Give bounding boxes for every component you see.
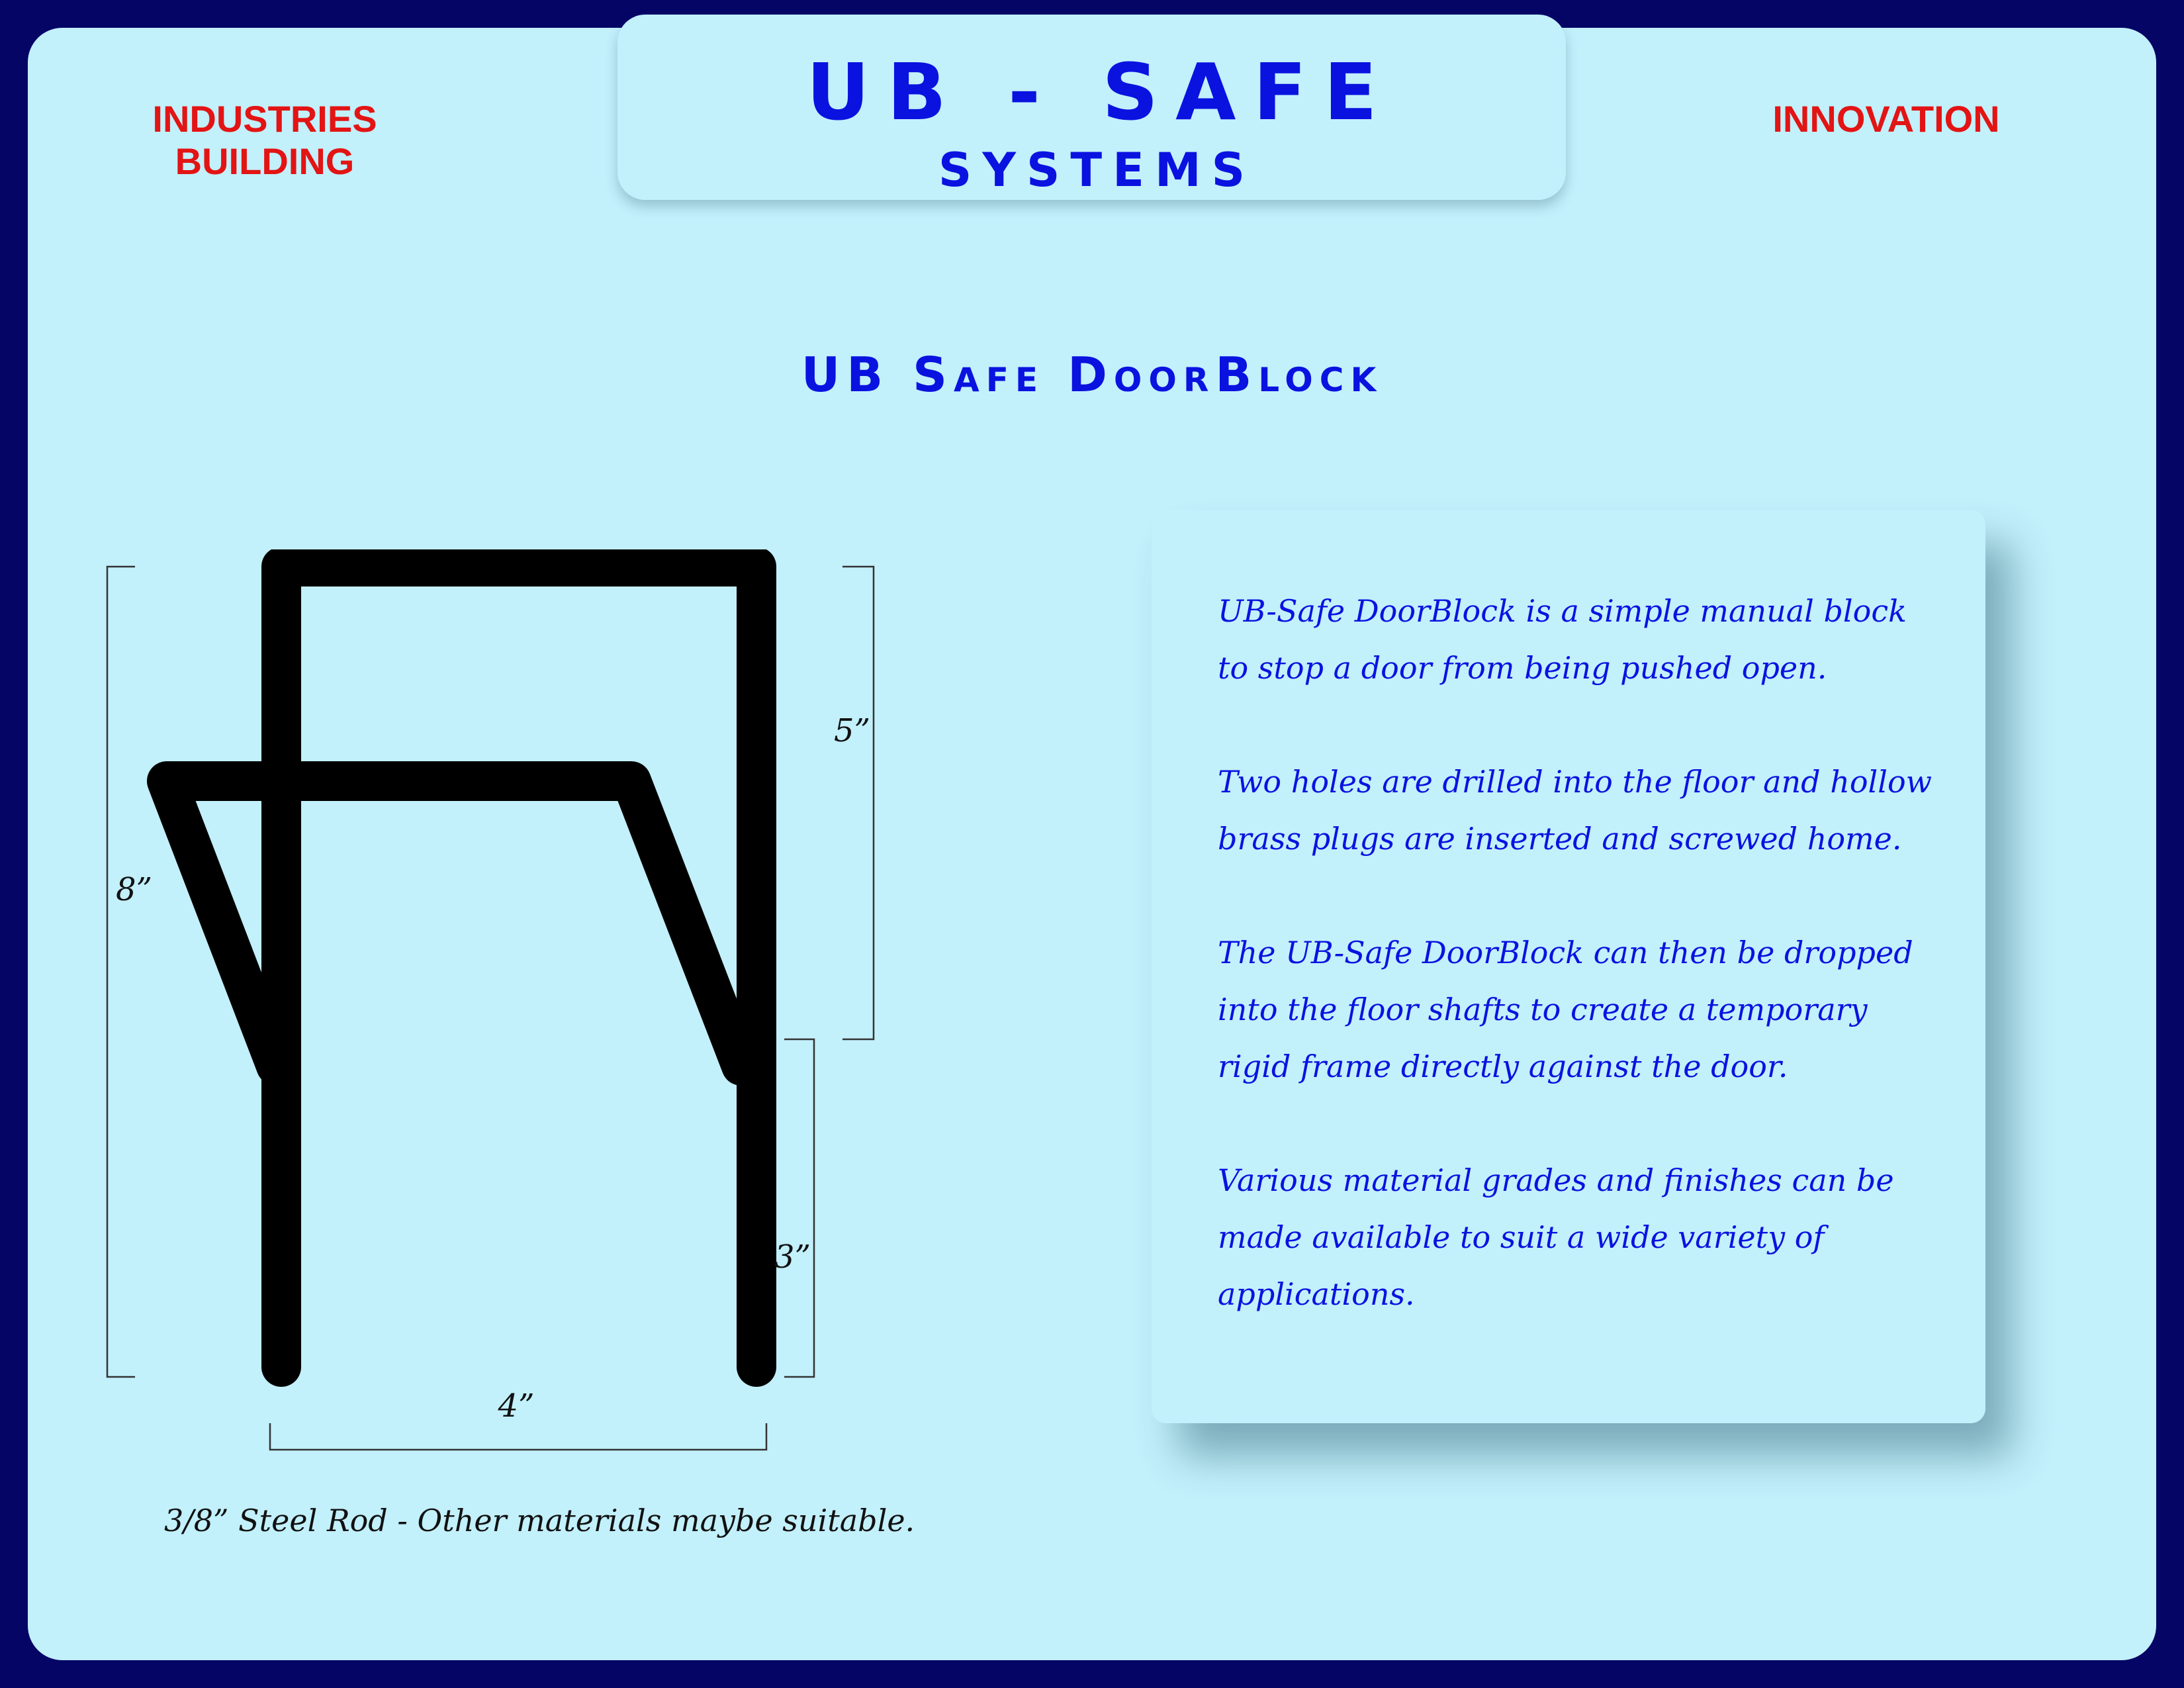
diagram-caption: 3/8” Steel Rod - Other materials maybe suitable. <box>164 1503 915 1538</box>
bracket-lower-section <box>784 1039 814 1377</box>
brand-subtitle: SYSTEMS <box>938 143 1256 197</box>
tagline-left-line2: BUILDING <box>175 140 355 182</box>
product-title: UB Safe DoorBlock <box>801 347 1383 402</box>
front-rod-frame <box>167 781 741 1066</box>
bracket-upper-section <box>842 567 874 1039</box>
tagline-left-line1: INDUSTRIES <box>152 98 377 140</box>
dim-label-overall-height: 8” <box>116 871 153 908</box>
brand-title: UB - SAFE <box>806 46 1394 138</box>
dim-label-lower-section: 3” <box>774 1239 811 1276</box>
bracket-width <box>270 1423 766 1450</box>
description-text <box>1218 583 1946 1380</box>
description-paragraph: Various material grades and finishes can be made available to suit a wide variety of applications. <box>1218 1162 1894 1312</box>
doorblock-diagram <box>93 549 953 1456</box>
description-paragraph: UB-Safe DoorBlock is a simple manual block to stop a door from being pushed open. <box>1218 593 1907 686</box>
description-paragraph: Two holes are drilled into the floor and hollow brass plugs are inserted and screwed home. <box>1218 764 1933 857</box>
dim-label-width: 4” <box>498 1387 535 1425</box>
tagline-left <box>119 98 410 183</box>
tagline-right: INNOVATION <box>1772 98 2000 140</box>
description-card <box>1152 510 1985 1423</box>
description-paragraph: The UB-Safe DoorBlock can then be dropped into the floor shafts to create a temporary rigid frame directly against the door. <box>1218 935 1913 1084</box>
bracket-overall-height <box>107 567 135 1377</box>
dim-label-upper-section: 5” <box>834 712 871 749</box>
